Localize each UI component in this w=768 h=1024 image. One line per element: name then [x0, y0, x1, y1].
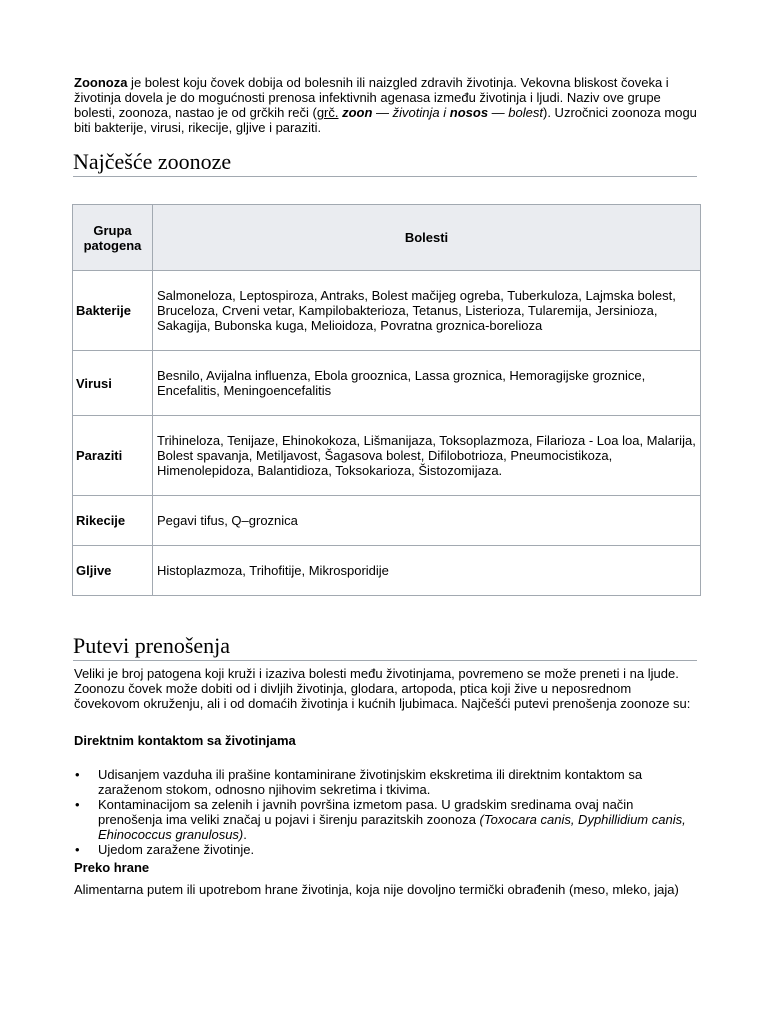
term-zoon: zoon — [342, 105, 373, 120]
row-group-paraziti: Paraziti — [73, 416, 153, 496]
row-group-rikecije: Rikecije — [73, 496, 153, 546]
table-header-row — [73, 205, 701, 271]
transmission-list — [74, 767, 694, 857]
list-item-end: . — [243, 827, 247, 842]
intro-term: Zoonoza — [74, 75, 128, 90]
header-diseases-cell: Bolesti — [153, 205, 701, 271]
intro-text-2: ). Uzročnici zoonoza mogu biti bakterije, virusi, rikecije, gljive i paraziti. — [74, 105, 697, 135]
header-group-cell: Grupa patogena — [73, 205, 153, 271]
table-row — [73, 351, 701, 416]
table-row — [73, 496, 701, 546]
table-row — [73, 271, 701, 351]
list-item-species: (Toxocara canis, Dyphillidium canis, Ehinococcus granulosus) — [98, 812, 686, 842]
row-diseases-gljive: Histoplazmoza, Trihofitije, Mikrosporidije — [153, 546, 701, 596]
section-heading-zoonoze: Najčešće zoonoze — [73, 150, 697, 177]
list-item: • Udisanjem vazduha ili prašine kontaminirane životinjskim ekskretima ili direktnim kontaktom sa zaraženom stokom, odnosno njihovim sekretima i tkivima. — [74, 767, 694, 797]
greek-link[interactable]: grč. — [316, 105, 339, 120]
intro-dash-1: — — [372, 105, 393, 120]
zoonoses-table — [72, 204, 701, 596]
table-row — [73, 546, 701, 596]
section-heading-putevi: Putevi prenošenja — [73, 634, 697, 661]
intro-dash-2: — — [488, 105, 509, 120]
intro-text-1: je bolest koju čovek dobija od bolesnih ili naizgled zdravih životinja. Vekovna bliskost čoveka i životinja dovela je do mogućnosti prenosa infektivnih agenasa između životinja i ljudi. Naziv ove grupe bolesti, zoonoza, nastao je od grčkih reči ( — [74, 75, 669, 120]
subheading-food: Preko hrane — [74, 860, 150, 875]
intro-and: i — [439, 105, 450, 120]
row-diseases-paraziti: Trihineloza, Tenijaze, Ehinokokoza, Lišmanijaza, Toksoplazmoza, Filarioza - Loa loa, Malarija, Bolest spavanja, Metiljavost, Šagasova bolest, Difilobotrioza, Pneumocistikoza, Himenolepidoza, Balantidioza, Toksokarioza, Šistozomijaza. — [153, 416, 701, 496]
row-group-bakterije: Bakterije — [73, 271, 153, 351]
row-group-gljive: Gljive — [73, 546, 153, 596]
term-nosos: nosos — [449, 105, 489, 120]
term-zivotinja: životinja — [392, 105, 440, 120]
row-diseases-virusi: Besnilo, Avijalna influenza, Ebola grooznica, Lassa groznica, Hemoragijske groznice, Encefalitis, Meningoencefalitis — [153, 351, 701, 416]
food-paragraph: Alimentarna putem ili upotrebom hrane životinja, koja nije dovoljno termički obrađenih (meso, mleko, jaja) — [74, 882, 679, 897]
row-diseases-rikecije: Pegavi tifus, Q–groznica — [153, 496, 701, 546]
list-item — [74, 797, 694, 842]
term-bolest: bolest — [508, 105, 543, 120]
row-group-virusi: Virusi — [73, 351, 153, 416]
intro-paragraph — [74, 75, 698, 135]
subheading-direct-contact: Direktnim kontaktom sa životinjama — [74, 733, 296, 748]
row-diseases-bakterije: Salmoneloza, Leptospiroza, Antraks, Bolest mačijeg ogreba, Tuberkuloza, Lajmska bolest, Bruceloza, Crveni vetar, Kampilobakterioza, Tetanus, Listerioza, Tularemija, Jersinioza, Sakagija, Bubonska kuga, Melioidoza, Povratna groznica-borelioza — [153, 271, 701, 351]
transmission-paragraph: Veliki je broj patogena koji kruži i izaziva bolesti među životinjama, povremeno se može preneti i na ljude. Zoonozu čovek može dobiti od i divljih životinja, glodara, artopoda, ptica koji žive u neposrednom čovekovom okruženju, ali i od domaćih životinja i kućnih ljubimaca. Najčešći putevi prenošenja zoonoze su: — [74, 666, 691, 711]
list-item-text: Kontaminacijom sa zelenih i javnih površina izmetom pasa. U gradskim sredinama ovaj način prenošenja ima veliki značaj u pojavi i širenju parazitskih zoonoza — [98, 797, 634, 827]
table-row — [73, 416, 701, 496]
list-item: • Ujedom zaražene životinje. — [74, 842, 694, 857]
